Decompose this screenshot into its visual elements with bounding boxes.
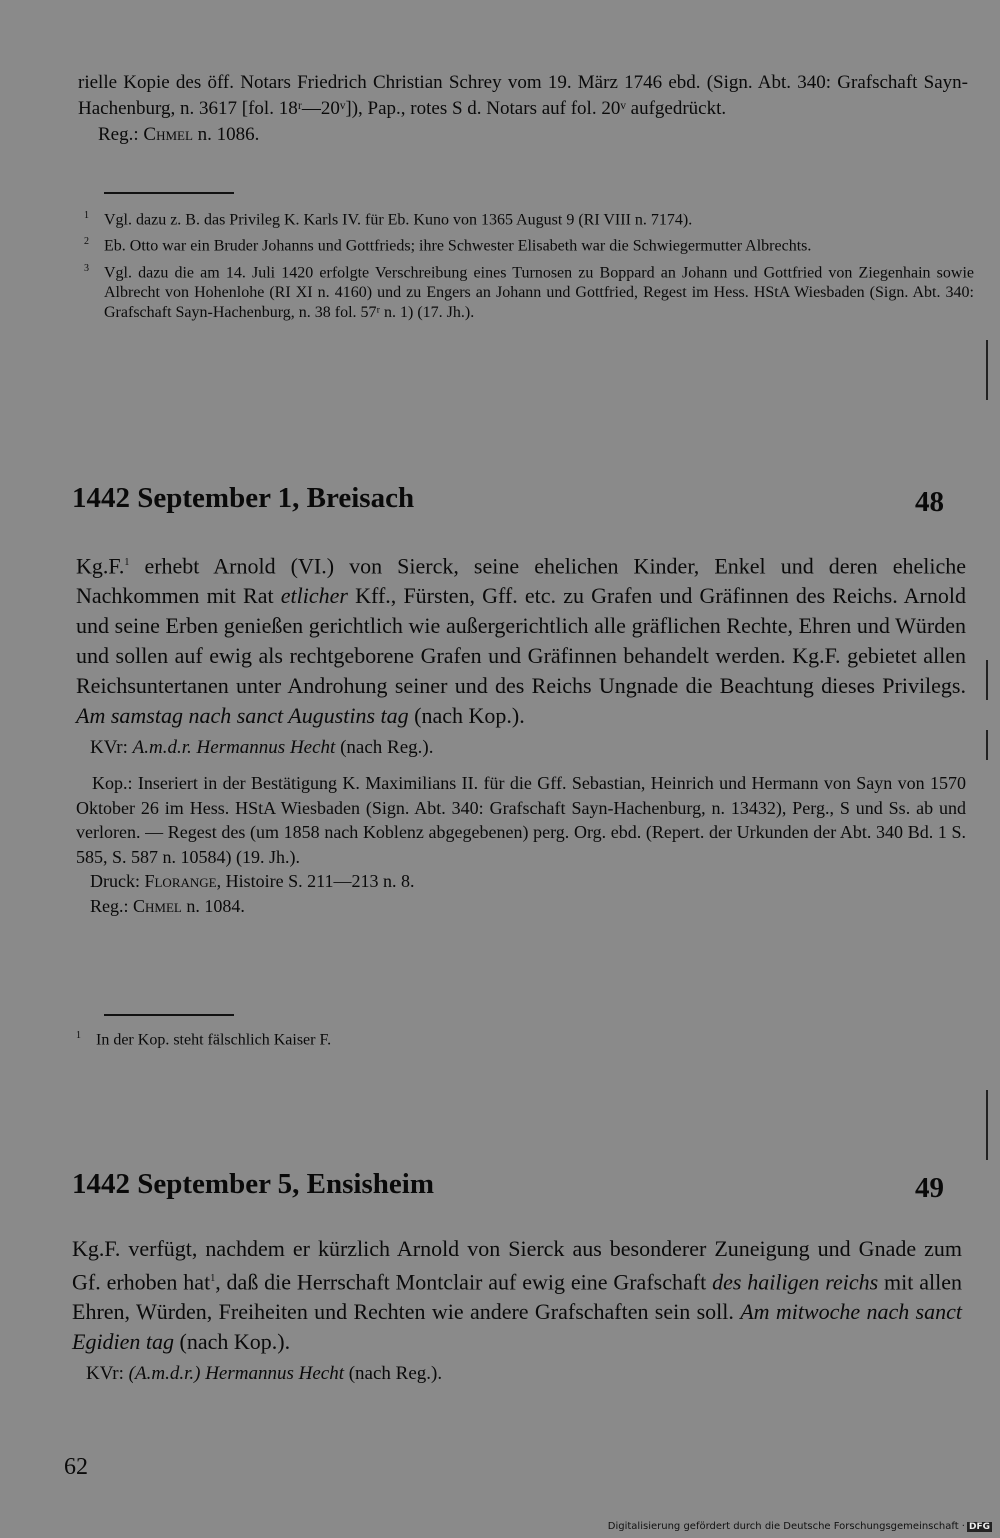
scan-edge-mark: [986, 730, 988, 760]
footnote-1: $^1$ Vgl. dazu z. B. das Privileg K. Karls IV. für Eb. Kuno von 1365 August 9 (RI VIII n. 7174).: [84, 210, 693, 229]
entry-48-footnote: $^1$ In der Kop. steht fälschlich Kaiser F.: [76, 1030, 332, 1049]
entry-48-druck: Druck: Florange, Histoire S. 211—213 n. 8.: [90, 871, 415, 892]
entry-48-kop: Kop.: Inseriert in der Bestätigung K. Maximilians II. für die Gff. Sebastian, Heinrich und Hermann von Sayn von 1570 Oktober 26 im Hess. HStA Wiesbaden (Sign. Abt. 340: Grafschaft Sayn-Hachenburg, n. 13432), Perg., S und Ss. ab und verloren. — Regest des (um 1858 nach Koblenz abgegebenen) perg. Org. ebd. (Repert. der Urkunden der Abt. 340 Bd. 1 S. 585, S. 587 n. 10584) (19. Jh.).: [76, 773, 966, 867]
footnote-2: $^2$ Eb. Otto war ein Bruder Johanns und Gottfrieds; ihre Schwester Elisabeth war die Schwiegermutter Albrechts.: [84, 236, 812, 255]
entry-date-place: 1442 September 1, Breisach: [72, 482, 415, 514]
entry-number: 48: [915, 486, 944, 518]
footnotes-top: [84, 206, 974, 325]
entry-number: 49: [915, 1172, 944, 1204]
footnote-rule: [104, 1014, 234, 1016]
entry-49: [72, 1234, 962, 1387]
entry-48-body: Kg.F.$^1$ erhebt Arnold (VI.) von Sierck, seine ehelichen Kinder, Enkel und deren eheliche Nachkommen mit Rat etlicher Kff., Fürsten, Gff. etc. zu Grafen und Gräfinnen des Reichs. Arnold und seine Erben genießen gerichtlich wie außergerichtlich alle gräflichen Rechte, Ehren und Würden und sollen auf ewig als rechtgeborene Grafen und Gräfinnen behandelt werden. Kg.F. gebietet allen Reichsuntertanen unter Androhung seiner und des Reichs Ungnade die Beachtung dieses Privilegs. Am samstag nach sanct Augustins tag (nach Kop.).: [76, 553, 966, 729]
continuation-text: rielle Kopie des öff. Notars Friedrich Christian Schrey vom 19. März 1746 ebd. (Sign. Abt. 340: Grafschaft Sayn-Hachenburg, n. 3617 [fol. 18ʳ—20ᵛ]), Pap., rotes S d. Notars auf fol. 20ᵛ aufgedrückt.: [78, 72, 968, 119]
page-number: 62: [64, 1454, 88, 1480]
entry-48-reg: Reg.: Chmel n. 1084.: [90, 895, 245, 916]
entry-48-kvr: KVr: A.m.d.r. Hermannus Hecht (nach Reg.).: [90, 737, 434, 759]
entry-48: [76, 548, 966, 918]
scan-edge-mark: [986, 340, 988, 400]
entry-49-body: Kg.F. verfügt, nachdem er kürzlich Arnold von Sierck aus besonderer Zuneigung und Gnade zum Gf. erhoben hat$^1$, daß die Herrschaft Montclair auf ewig eine Grafschaft des hailigen reichs mit allen Ehren, Würden, Freiheiten und Rechten wie andere Grafschaften sein soll. Am mitwoche nach sanct Egidien tag (nach Kop.).: [72, 1236, 962, 1355]
entry-49-kvr: KVr: (A.m.d.r.) Hermannus Hecht (nach Reg.).: [86, 1363, 443, 1385]
footnote-3: $^3$ Vgl. dazu die am 14. Juli 1420 erfolgte Verschreibung eines Turnosen zu Boppard an Johann und Gottfried von Ziegenhain sowie Albrecht von Hohenlohe (RI XI n. 4160) und zu Engers an Johann und Gottfried, Regest im Hess. HStA Wiesbaden (Sign. Abt. 340: Grafschaft Sayn-Hachenburg, n. 38 fol. 57ʳ n. 1) (17. Jh.).: [84, 262, 974, 321]
footnote-rule: [104, 192, 234, 194]
scan-edge-mark: [986, 660, 988, 700]
scan-edge-mark: [986, 1090, 988, 1160]
digitization-credit: Digitalisierung gefördert durch die Deutsche Forschungsgemeinschaft · DFG: [607, 1521, 990, 1532]
entry-48-heading: [72, 482, 972, 518]
entry-date-place: 1442 September 5, Ensisheim: [72, 1168, 434, 1200]
previous-entry-continuation: [78, 70, 968, 148]
dfg-logo-icon: DFG: [968, 1522, 990, 1532]
regest-reference: Reg.: Chmel n. 1086.: [98, 124, 260, 145]
entry-49-heading: [72, 1168, 972, 1204]
